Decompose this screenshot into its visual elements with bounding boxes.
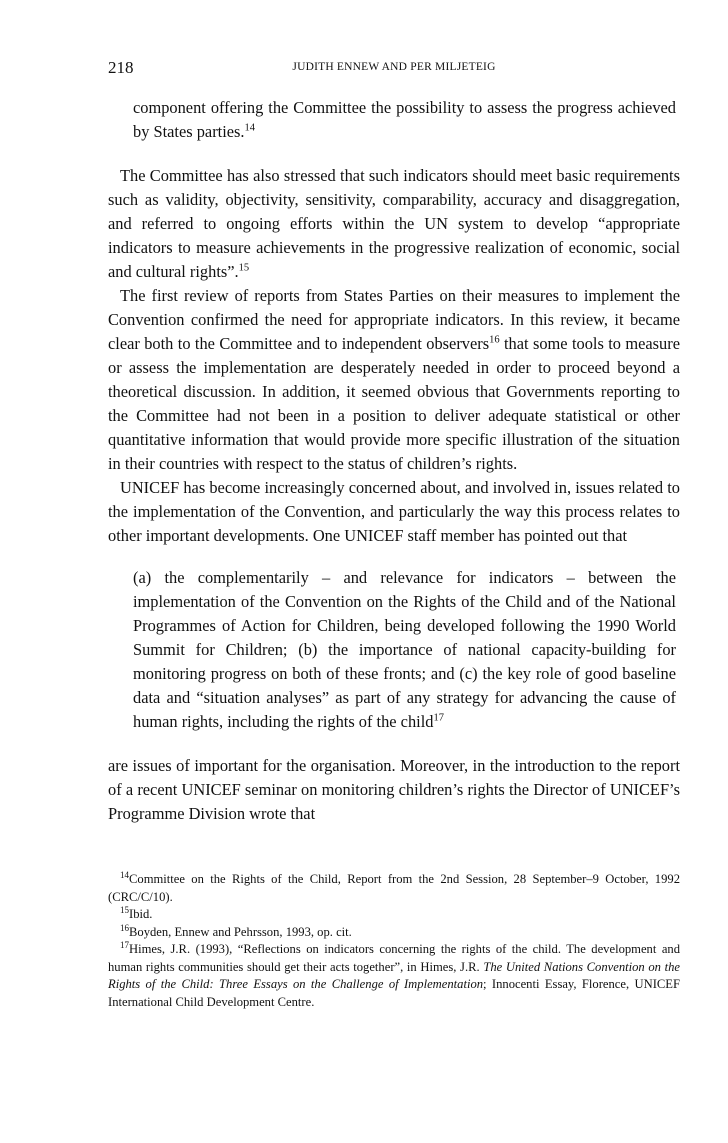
footnote-ref-16: 16 [489, 334, 500, 346]
page-header [108, 58, 680, 80]
footnote-number: 16 [120, 922, 129, 933]
footnote-number: 14 [120, 869, 129, 880]
footnote-number: 17 [120, 939, 129, 950]
paragraph-committee-requirements-text: The Committee has also stressed that such indicators should meet basic requirements such as validity, objectivity, sensitivity, comparability, accuracy and disaggregation, and referred to ongoing efforts within the UN system to develop “appropriate indicators to measure achievements in the progressive realization of economic, social and cultural rights”. [108, 166, 680, 281]
block-quote-himes [133, 566, 676, 734]
paragraph-unicef: UNICEF has become increasingly concerned about, and involved in, issues related to the implementation of the Convention, and particularly the way this process relates to other important developments. One UNICEF staff member has pointed out that [108, 478, 680, 545]
footnote-text: Himes, J.R. (1993), “Reflections on indicators concerning the rights of the child. The development and human rights communities should get their acts together”, in Himes, J.R. [108, 942, 680, 974]
paragraph-first-review-text-a: The first review of reports from States Parties on their measures to implement the Convention confirmed the need for appropriate indicators. In this review, it became clear both to the Committee and to independent observers [108, 286, 680, 353]
body-text [108, 96, 680, 826]
footnote-text: Boyden, Ennew and Pehrsson, 1993, op. cit. [129, 924, 352, 939]
quote-continuation-text: component offering the Committee the possibility to assess the progress achieved by States parties. [133, 98, 676, 141]
page-number: 218 [108, 58, 134, 77]
footnote-ref-14: 14 [244, 122, 256, 134]
paragraph-committee-requirements [108, 164, 680, 284]
footnote-number: 15 [120, 904, 129, 915]
footnote-15 [108, 906, 680, 924]
footnote-ref-17: 17 [433, 712, 444, 724]
quote-continuation [133, 96, 676, 144]
paragraph-after-quote: are issues of important for the organisation. Moreover, in the introduction to the report of a recent UNICEF seminar on monitoring children’s rights the Director of UNICEF’s Programme Division wrote that [108, 756, 680, 823]
footnote-text: Committee on the Rights of the Child, Report from the 2nd Session, 28 September–9 October, 1992 (CRC/C/10). [108, 872, 680, 904]
footnote-14 [108, 871, 680, 906]
block-quote-himes-text: (a) the complementarily – and relevance for indicators – between the implementation of the Convention on the Rights of the Child and of the National Programmes of Action for Children, being developed following the 1990 World Summit for Children; (b) the importance of national capacity-building for monitoring progress on both of these fronts; and (c) the key role of good baseline data and “situation analyses” as part of any strategy for advancing the cause of human rights, including the rights of the child [133, 568, 676, 731]
footnotes [108, 871, 680, 1011]
book-title: The United Nations Convention on the Rights of the Child: Three Essays on the Challenge of Implementation [108, 959, 680, 991]
paragraph-first-review [108, 284, 680, 476]
footnote-16 [108, 924, 680, 942]
footnote-17 [108, 941, 680, 1011]
footnote-text: ; Innocenti Essay, Florence, UNICEF International Child Development Centre. [108, 977, 680, 1009]
running-head: JUDITH ENNEW AND PER MILJETEIG [292, 61, 496, 73]
paragraph-first-review-text-b: that some tools to measure or assess the implementation are desperately needed in order to proceed beyond a theoretical discussion. In addition, it seemed obvious that Governments reporting to the Committee had not been in a position to deliver adequate statistical or other quantitative information that would provide more specific illustration of the situation in their countries with respect to the status of children’s rights. [108, 334, 680, 473]
footnote-ref-15: 15 [238, 262, 250, 274]
footnote-text: Ibid. [129, 907, 153, 921]
